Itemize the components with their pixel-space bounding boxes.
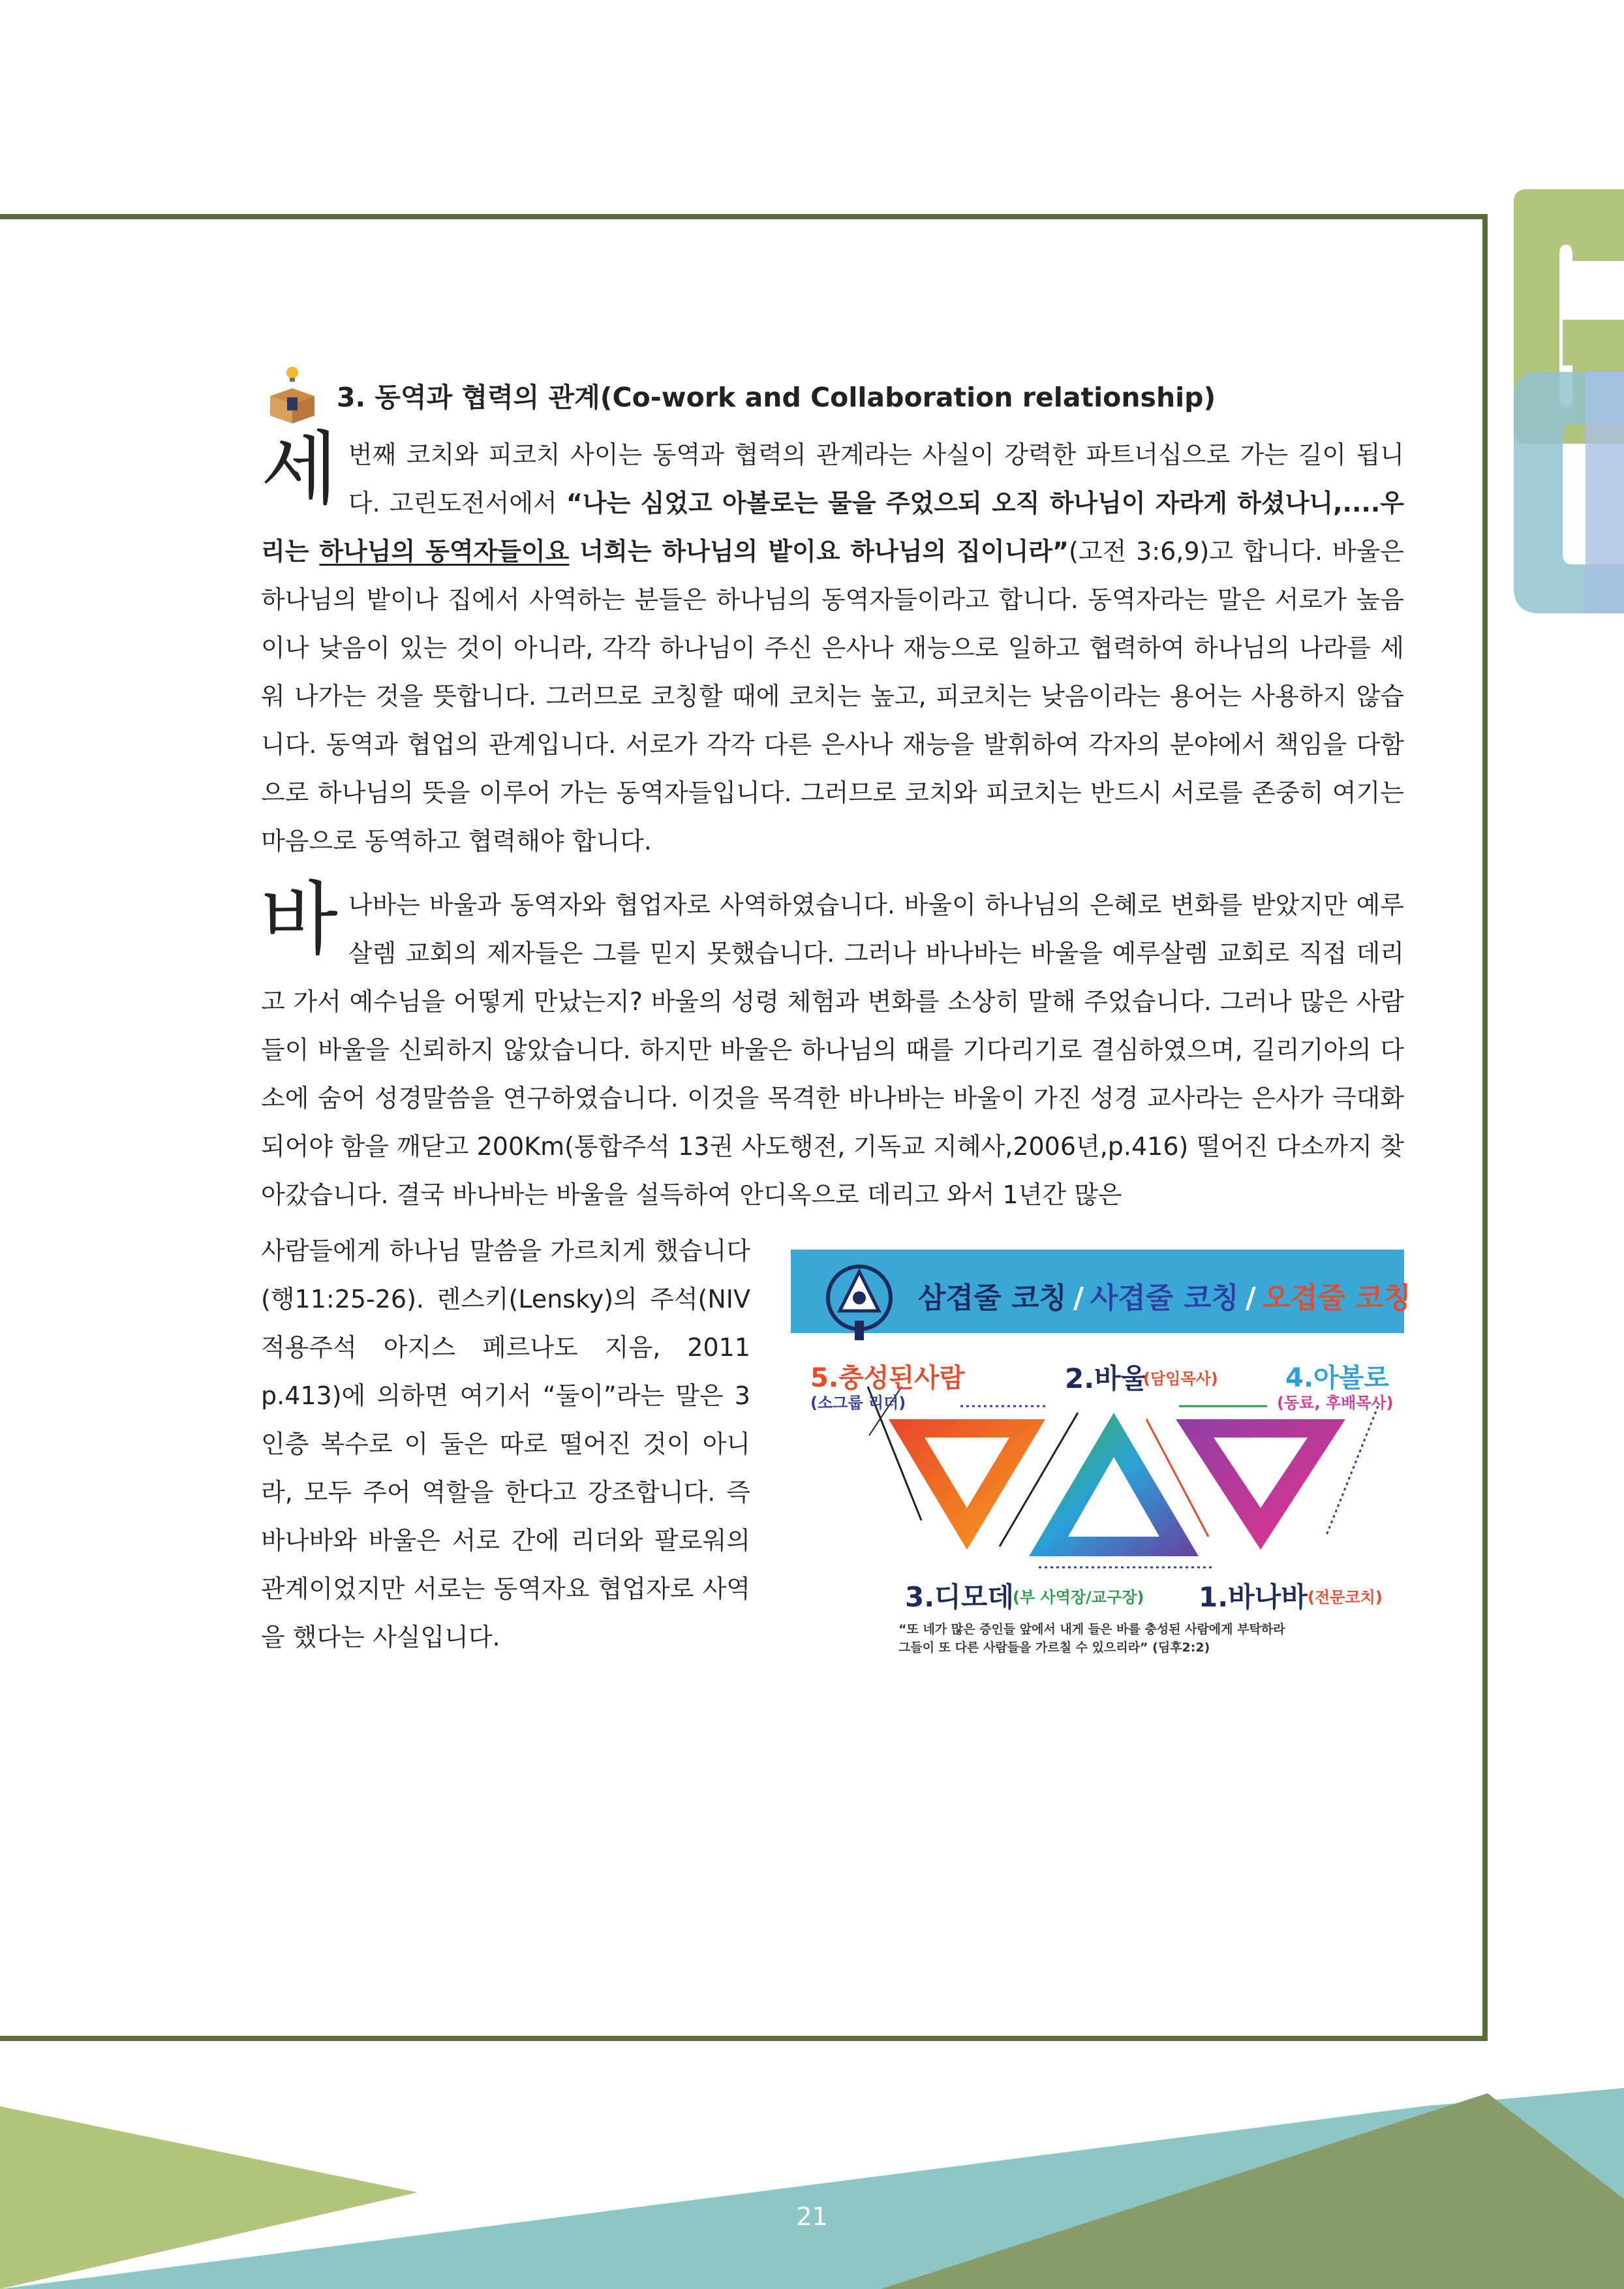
node-apollos: 4.아볼로 <box>1285 1363 1389 1393</box>
figure-scripture-quote <box>898 1620 1394 1657</box>
title-five-strand: 오겹줄 코칭 <box>1262 1282 1411 1315</box>
node-faithful-person-role: (소그룹 리더) <box>810 1394 906 1412</box>
scripture-quote: “나는 심었고 아볼로는 물을 주었으되 오직 하나님이 자라게 하셨나니,....우리는 <box>261 489 1404 566</box>
node-barnabas-role: (전문코치) <box>1308 1588 1383 1606</box>
coaching-figure <box>791 1250 1411 1667</box>
quote-line-2: 그들이 또 다른 사람들을 가르칠 수 있으리라” (딤후2:2) <box>898 1640 1210 1655</box>
node-apollos-role: (동료, 후배목사) <box>1277 1394 1394 1412</box>
node-timothy-role: (부 사역장/교구장) <box>1013 1588 1144 1606</box>
node-paul-role: (담임목사) <box>1143 1370 1218 1388</box>
paragraph-text: 나바는 바울과 동역자와 협업자로 사역하였습니다. 바울이 하나님의 은혜로 변화를 받았지만 예루살렘 교회의 제자들은 그를 믿지 못했습니다. 그러나 바나바는 바울을 예루살렘 교회로 직접 데리고 가서 예수님을 어떻게 만났는지? 바울의 성령 체험과 변화를 소상히 말해 주었습니다. 그러나 많은 사람들이 바울을 신뢰하지 않았습니다. 하지만 바울은 하나님의 때를 기다리기로 결심하였으며, 길리기아의 다소에 숨어 성경말씀을 연구하였습니다. 이것을 목격한 바나바는 바울이 가진 성경 교사라는 은사가 극대화되어야 함을 깨닫고 200Km(통합주석 13권 사도행전, 기독교 지혜사,2006년,p.416) 떨어진 다소까지 찾아갔습니다. 결국 바나바는 바울을 설득하여 안디옥으로 데리고 와서 1년간 많은 <box>261 891 1404 1209</box>
paragraph-text: (고전 3:6,9)고 합니다. 바울은 하나님의 밭이나 집에서 사역하는 분들은 하나님의 동역자들이라고 합니다. 동역자라는 말은 서로가 높음이나 낮음이 있는 것이 아니라, 각각 하나님이 주신 은사나 재능으로 일하고 협력하여 하나님의 나라를 세워 나가는 것을 뜻합니다. 그러므로 코칭할 때에 코치는 높고, 피코치는 낮음이라는 용어는 사용하지 않습니다. 동역과 협업의 관계입니다. 서로가 각각 다른 은사나 재능을 발휘하여 각자의 분야에서 책임을 다함으로 하나님의 뜻을 이루어 가는 동역자들입니다. 그러므로 코치와 피코치는 반드시 서로를 존중히 여기는 마음으로 동역하고 협력해야 합니다. <box>261 537 1405 855</box>
paragraph-text: 사람들에게 하나님 말씀을 가르치게 했습니다(행11:25-26). 렌스키(Lensky)의 주석(NIV 적용주석 아지스 페르나도 지음, 2011 p.413)에 의하면 여기서 “둘이”라는 말은 3인층 복수로 이 둘은 따로 떨어진 것이 아니라, 모두 주어 역할을 한다고 강조합니다. 즉 바나바와 바울은 서로 간에 리더와 팔로워의 관계이었지만 서로는 동역자요 협업자로 사역을 했다는 사실입니다. <box>261 1237 750 1651</box>
page-number: 21 <box>796 2202 828 2231</box>
section-heading <box>261 372 1216 418</box>
dropcap: 바 <box>261 873 338 966</box>
node-paul: 2.바울 <box>1065 1362 1148 1394</box>
quote-line-1: “또 네가 많은 증인들 앞에서 내게 들은 바를 충성된 사람에게 부탁하라 <box>898 1622 1285 1636</box>
title-three-strand: 삼겹줄 코칭 <box>918 1282 1067 1315</box>
paragraph-3 <box>261 1227 750 1661</box>
scripture-quote-underlined: 하나님의 동역자들이요 <box>319 537 570 566</box>
title-separator: / <box>1073 1282 1084 1315</box>
node-barnabas: 1.바나바 <box>1199 1581 1308 1613</box>
decorative-letter-o <box>1501 365 1624 620</box>
paragraph-1 <box>261 423 1405 865</box>
title-separator: / <box>1245 1282 1256 1315</box>
section-title: 3. 동역과 협력의 관계(Co-work and Collaboration relationship) <box>337 381 1216 413</box>
title-four-strand: 사겹줄 코칭 <box>1090 1282 1239 1315</box>
scripture-quote: 너희는 하나님의 밭이요 하나님의 집이니라” <box>569 537 1069 566</box>
node-timothy: 3.디모데 <box>905 1581 1014 1613</box>
paragraph-2 <box>261 873 1404 1219</box>
dropcap: 세 <box>261 423 338 515</box>
paragraph-text: 번째 코치와 피코치 사이는 동역과 협력의 관계라는 사실이 강력한 파트너십으로 가는 길이 됩니다. 고린도전서에서 <box>348 440 1404 517</box>
bottom-decoration <box>0 2082 1624 2289</box>
node-faithful-person: 5.충성된사람 <box>810 1363 965 1393</box>
box-lightbulb-icon <box>261 363 324 426</box>
